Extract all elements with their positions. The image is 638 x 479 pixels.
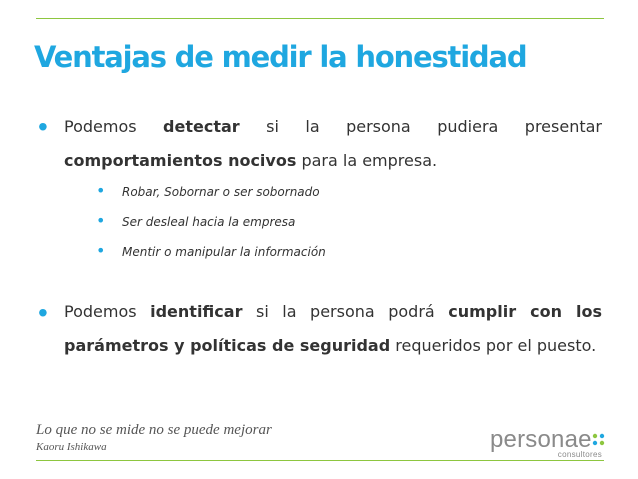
emphasis-text: comportamientos nocivos — [64, 151, 297, 170]
body-text: Podemos — [64, 117, 164, 136]
sub-item-text: Ser desleal hacia la empresa — [122, 215, 296, 229]
sub-list-item — [96, 241, 326, 260]
logo-subtitle: consultores — [557, 450, 602, 459]
logo-dots-icon — [592, 433, 606, 447]
emphasis-text: identificar — [150, 302, 243, 321]
sub-list-item — [96, 181, 320, 200]
sub-item-text: Robar, Sobornar o ser sobornado — [122, 185, 320, 199]
body-text: para la empresa. — [296, 151, 438, 170]
body-text: si la persona podrá — [242, 302, 449, 321]
emphasis-text: detectar — [163, 117, 240, 136]
bottom-divider — [36, 460, 604, 461]
body-text: Podemos — [64, 302, 151, 321]
footer-quote: Lo que no se mide no se puede mejorar — [36, 422, 272, 438]
bullet-marker: • — [38, 111, 48, 142]
bullet-text-identify — [64, 295, 602, 363]
logo-wordmark: personae — [490, 426, 592, 453]
sub-bullet-marker: • — [96, 241, 106, 260]
footer-author: Kaoru Ishikawa — [36, 441, 107, 453]
sub-item-text: Mentir o manipular la información — [122, 245, 326, 259]
emphasis-text: cumplir con los parámetros y políticas de seguridad — [64, 302, 602, 355]
bullet-text-detect — [64, 110, 602, 178]
slide-title: Ventajas de medir la honestidad — [34, 40, 527, 74]
body-text: requeridos por el puesto. — [390, 336, 597, 355]
company-logo — [490, 426, 608, 460]
bullet-marker: • — [38, 297, 48, 328]
sub-list-item — [96, 211, 295, 230]
body-text: si la persona pudiera presentar — [239, 117, 602, 136]
sub-bullet-marker: • — [96, 181, 106, 200]
top-divider — [36, 18, 604, 19]
sub-bullet-marker: • — [96, 211, 106, 230]
